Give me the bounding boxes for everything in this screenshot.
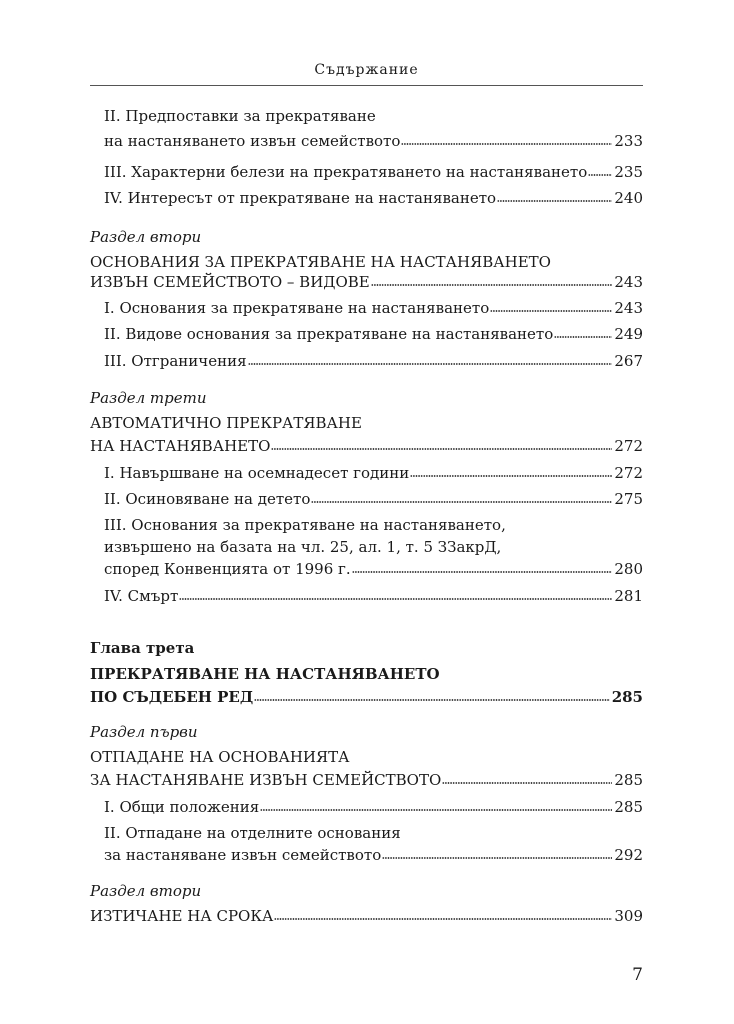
page-number: 7	[632, 965, 643, 985]
section-label-text: Раздел трети	[90, 389, 207, 407]
section-label-text: Раздел първи	[90, 723, 198, 741]
dot-leader	[260, 808, 612, 812]
toc-heading[interactable]	[90, 436, 643, 456]
toc-page-number: 275	[614, 490, 643, 508]
toc-entry-text: IV. Интересът от прекратяване на настаняването	[104, 189, 497, 207]
toc-entry[interactable]	[104, 188, 643, 208]
toc-entry-text: I. Навършване на осемнадесет години	[104, 464, 410, 482]
toc-heading[interactable]	[90, 906, 643, 926]
toc-page-number: 292	[614, 846, 643, 864]
toc-heading[interactable]	[90, 770, 643, 790]
toc-entry[interactable]	[104, 162, 643, 182]
chapter-heading-text: ПРЕКРАТЯВАНЕ НА НАСТАНЯВАНЕТО	[90, 665, 440, 683]
toc-entry[interactable]	[104, 559, 643, 579]
dot-leader	[311, 500, 612, 504]
toc-page-number: 272	[614, 437, 643, 455]
toc-heading-text: ОСНОВАНИЯ ЗА ПРЕКРАТЯВАНЕ НА НАСТАНЯВАНЕТО	[90, 253, 551, 271]
toc-entry-text: на настаняването извън семейството	[104, 132, 401, 150]
running-header: Съдържание	[314, 62, 419, 78]
toc-entry-text: I. Основания за прекратяване на настаняването	[104, 299, 490, 317]
dot-leader	[179, 597, 612, 601]
toc-heading-text: ИЗТИЧАНЕ НА СРОКА	[90, 907, 274, 925]
toc-heading-text: НА НАСТАНЯВАНЕТО	[90, 437, 271, 455]
toc-page-number: 285	[614, 798, 643, 816]
chapter-label-text: Глава трета	[90, 639, 195, 657]
chapter-heading-text: ПО СЪДЕБЕН РЕД	[90, 688, 254, 706]
toc-page-number: 235	[614, 163, 643, 181]
toc-entry	[104, 823, 643, 843]
section-label	[90, 227, 643, 247]
dot-leader	[271, 447, 612, 451]
toc-entry-text: II. Осиновяване на детето	[104, 490, 311, 508]
header-rule	[90, 85, 643, 86]
toc-page-number: 272	[614, 464, 643, 482]
chapter-heading	[90, 664, 643, 684]
dot-leader	[588, 173, 612, 177]
toc-heading-text: ИЗВЪН СЕМЕЙСТВОТО – ВИДОВЕ	[90, 273, 370, 291]
toc-heading-text: ЗА НАСТАНЯВАНЕ ИЗВЪН СЕМЕЙСТВОТО	[90, 771, 442, 789]
toc-entry[interactable]	[104, 351, 643, 371]
dot-leader	[554, 335, 612, 339]
toc-entry-text: извършено на базата на чл. 25, ал. 1, т. 5 ЗЗакрД,	[104, 538, 502, 556]
toc-page-number: 281	[614, 587, 643, 605]
toc-entry-text: I. Общи положения	[104, 798, 260, 816]
toc-entry[interactable]	[104, 586, 643, 606]
toc-page-number: 233	[614, 132, 643, 150]
toc-entry[interactable]	[104, 131, 643, 151]
section-label	[90, 388, 643, 408]
section-label-text: Раздел втори	[90, 228, 202, 246]
toc-heading-text: ОТПАДАНЕ НА ОСНОВАНИЯТА	[90, 748, 350, 766]
toc-entry-text: III. Характерни белези на прекратяването на настаняването	[104, 163, 588, 181]
section-label	[90, 722, 643, 742]
dot-leader	[442, 781, 612, 785]
chapter-heading[interactable]	[90, 687, 643, 707]
toc-entry-text: II. Отпадане на отделните основания	[104, 824, 401, 842]
toc-entry	[104, 537, 643, 557]
toc-entry[interactable]	[104, 463, 643, 483]
toc-page-number: 280	[614, 560, 643, 578]
toc-entry-text: III. Отграничения	[104, 352, 247, 370]
toc-page-number: 309	[614, 907, 643, 925]
chapter-label	[90, 638, 643, 658]
dot-leader	[352, 570, 613, 574]
dot-leader	[410, 474, 612, 478]
dot-leader	[497, 199, 612, 203]
dot-leader	[382, 856, 612, 860]
toc-entry[interactable]	[104, 298, 643, 318]
toc-entry-text: според Конвенцията от 1996 г.	[104, 560, 351, 578]
section-label-text: Раздел втори	[90, 882, 202, 900]
toc-heading-text: АВТОМАТИЧНО ПРЕКРАТЯВАНЕ	[90, 414, 362, 432]
toc-entry	[104, 515, 643, 535]
dot-leader	[274, 917, 612, 921]
section-label	[90, 881, 643, 901]
toc-heading	[90, 252, 643, 272]
toc-entry[interactable]	[104, 845, 643, 865]
toc-heading	[90, 747, 643, 767]
dot-leader	[371, 283, 613, 287]
toc-page-number: 243	[614, 273, 643, 291]
toc-page-number: 243	[614, 299, 643, 317]
toc-entry	[104, 106, 643, 126]
toc-entry-text: за настаняване извън семейството	[104, 846, 382, 864]
toc-page-number: 285	[614, 771, 643, 789]
toc-page-number: 285	[611, 688, 643, 706]
dot-leader	[248, 362, 613, 366]
toc-entry[interactable]	[104, 797, 643, 817]
dot-leader	[401, 142, 612, 146]
toc-page-number: 249	[614, 325, 643, 343]
toc-entry-text: IV. Смърт	[104, 587, 179, 605]
dot-leader	[254, 698, 609, 702]
toc-page-number: 240	[614, 189, 643, 207]
toc-entry[interactable]	[104, 489, 643, 509]
toc-heading	[90, 413, 643, 433]
toc-entry-text: III. Основания за прекратяване на настаняването,	[104, 516, 506, 534]
toc-entry-text: II. Видове основания за прекратяване на настаняването	[104, 325, 554, 343]
toc-entry[interactable]	[104, 324, 643, 344]
toc-page-number: 267	[614, 352, 643, 370]
toc-heading[interactable]	[90, 272, 643, 292]
dot-leader	[490, 309, 612, 313]
toc-entry-text: II. Предпоставки за прекратяване	[104, 107, 376, 125]
